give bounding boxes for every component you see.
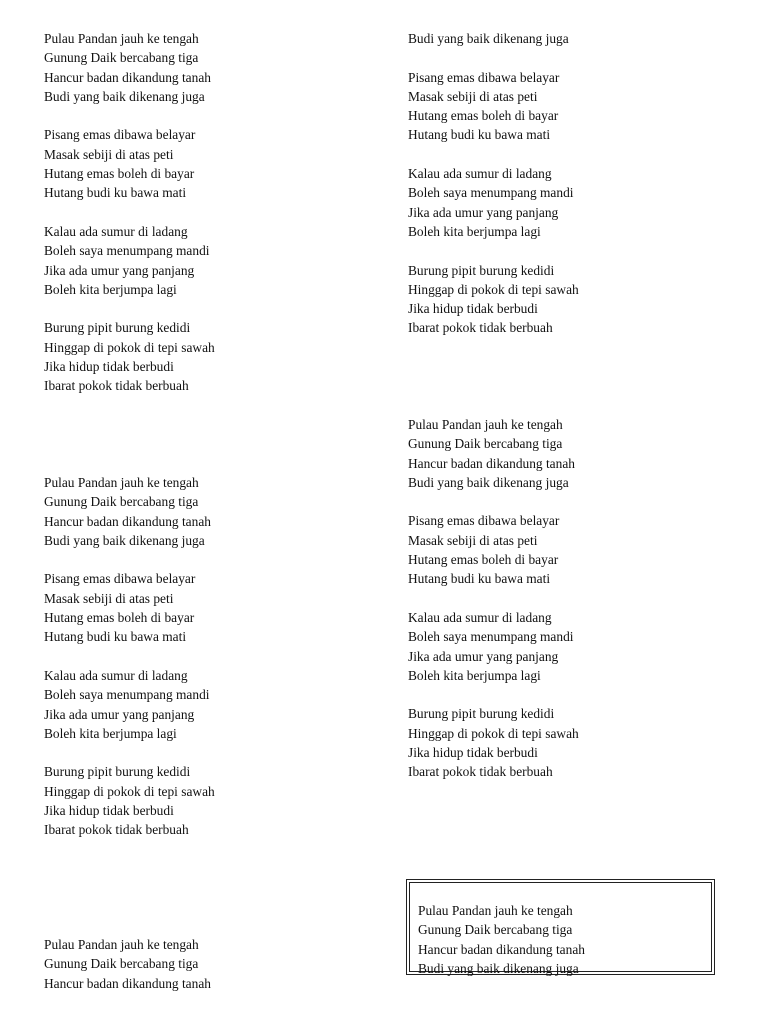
verse-line: Ibarat pokok tidak berbuah	[44, 378, 189, 394]
verse-line: Masak sebiji di atas peti	[44, 146, 174, 162]
verse-line: Pisang emas dibawa belayar	[44, 571, 196, 587]
stanza-1	[44, 935, 211, 993]
verse-line: Kalau ada sumur di ladang	[408, 609, 552, 625]
verse-line: Hutang budi ku bawa mati	[44, 185, 187, 201]
verse-line: Gunung Daik bercabang tiga	[408, 436, 563, 452]
verse-line: Ibarat pokok tidak berbuah	[408, 764, 553, 780]
verse-line: Ibarat pokok tidak berbuah	[408, 320, 553, 336]
stanza-4	[44, 318, 215, 395]
verse-line: Hancur badan dikandung tanah	[44, 975, 211, 991]
verse-line: Hutang budi ku bawa mati	[408, 571, 551, 587]
verse-line: Hutang emas boleh di bayar	[44, 610, 195, 626]
verse-line: Kalau ada sumur di ladang	[44, 667, 188, 683]
verse-line: Hancur badan dikandung tanah	[408, 455, 575, 471]
verse-line: Gunung Daik bercabang tiga	[418, 922, 573, 938]
verse-line: Gunung Daik bercabang tiga	[44, 50, 199, 66]
verse-line: Boleh kita berjumpa lagi	[44, 281, 177, 297]
stanza-1	[44, 29, 215, 106]
verse-line: Pulau Pandan jauh ke tengah	[44, 31, 199, 46]
stanza-1	[44, 473, 215, 550]
verse-line: Boleh saya menumpang mandi	[408, 629, 574, 645]
verse-line: Jika ada umur yang panjang	[44, 706, 195, 722]
verse-line: Boleh saya menumpang mandi	[44, 243, 210, 259]
verse-line: Hutang emas boleh di bayar	[408, 552, 559, 568]
verse-line: Boleh saya menumpang mandi	[44, 687, 210, 703]
right-poem-block-2	[408, 415, 579, 801]
verse-line: Budi yang baik dikenang juga	[44, 532, 205, 548]
verse-line: Hancur badan dikandung tanah	[418, 941, 585, 957]
verse-line: Hancur badan dikandung tanah	[44, 69, 211, 85]
stanza-2	[44, 569, 215, 646]
right-poem-block-1	[408, 29, 579, 357]
verse-line: Gunung Daik bercabang tiga	[44, 956, 199, 972]
verse-line: Pisang emas dibawa belayar	[408, 69, 560, 85]
verse-line: Jika hidup tidak berbudi	[44, 803, 174, 819]
verse-line: Hinggap di pokok di tepi sawah	[408, 281, 579, 297]
verse-line: Kalau ada sumur di ladang	[408, 166, 552, 182]
verse-line: Boleh kita berjumpa lagi	[408, 223, 541, 239]
verse-line: Masak sebiji di atas peti	[408, 88, 538, 104]
stanza-3	[44, 222, 215, 299]
verse-line: Pisang emas dibawa belayar	[408, 513, 560, 529]
verse-line: Budi yang baik dikenang juga	[408, 474, 569, 490]
verse-line: Budi yang baik dikenang juga	[408, 31, 569, 46]
verse-line: Masak sebiji di atas peti	[408, 532, 538, 548]
verse-line: Jika ada umur yang panjang	[408, 204, 559, 220]
verse-line: Gunung Daik bercabang tiga	[44, 494, 199, 510]
verse-line: Pulau Pandan jauh ke tengah	[44, 475, 199, 490]
stanza-1-end	[408, 29, 579, 48]
verse-line: Jika ada umur yang panjang	[44, 262, 195, 278]
verse-line: Hinggap di pokok di tepi sawah	[408, 725, 579, 741]
verse-line: Kalau ada sumur di ladang	[44, 223, 188, 239]
verse-line: Burung pipit burung kedidi	[408, 706, 555, 722]
verse-line: Masak sebiji di atas peti	[44, 590, 174, 606]
verse-line: Hinggap di pokok di tepi sawah	[44, 783, 215, 799]
bordered-text-box	[406, 879, 715, 975]
stanza-4	[44, 762, 215, 839]
stanza-3	[408, 164, 579, 241]
verse-line: Pulau Pandan jauh ke tengah	[418, 903, 573, 918]
verse-line: Hutang budi ku bawa mati	[44, 629, 187, 645]
verse-line: Jika hidup tidak berbudi	[408, 301, 538, 317]
stanza-3	[408, 608, 579, 685]
verse-line: Hancur badan dikandung tanah	[44, 513, 211, 529]
stanza-4	[408, 261, 579, 338]
verse-line: Budi yang baik dikenang juga	[44, 88, 205, 104]
stanza-1	[408, 415, 579, 492]
verse-line: Boleh kita berjumpa lagi	[408, 667, 541, 683]
verse-line: Pulau Pandan jauh ke tengah	[44, 937, 199, 952]
verse-line: Hutang emas boleh di bayar	[44, 166, 195, 182]
verse-line: Pulau Pandan jauh ke tengah	[408, 417, 563, 432]
verse-line: Jika hidup tidak berbudi	[408, 745, 538, 761]
bordered-text-box-inner	[409, 882, 712, 976]
stanza-3	[44, 666, 215, 743]
stanza-2	[408, 68, 579, 145]
verse-line: Burung pipit burung kedidi	[44, 764, 191, 780]
verse-line: Hutang budi ku bawa mati	[408, 127, 551, 143]
stanza-4	[408, 704, 579, 781]
verse-line: Jika ada umur yang panjang	[408, 648, 559, 664]
left-poem-block-2	[44, 473, 215, 859]
verse-line: Jika hidup tidak berbudi	[44, 359, 174, 375]
verse-line: Pisang emas dibawa belayar	[44, 127, 196, 143]
verse-line: Burung pipit burung kedidi	[408, 262, 555, 278]
verse-line: Budi yang baik dikenang juga	[418, 960, 579, 976]
left-poem-block-3	[44, 935, 211, 1012]
verse-line: Ibarat pokok tidak berbuah	[44, 822, 189, 838]
verse-line: Hinggap di pokok di tepi sawah	[44, 339, 215, 355]
stanza-2	[44, 125, 215, 202]
verse-line: Boleh kita berjumpa lagi	[44, 725, 177, 741]
stanza-2	[408, 511, 579, 588]
left-poem-block-1	[44, 29, 215, 415]
verse-line: Boleh saya menumpang mandi	[408, 185, 574, 201]
verse-line: Burung pipit burung kedidi	[44, 320, 191, 336]
verse-line: Hutang emas boleh di bayar	[408, 108, 559, 124]
